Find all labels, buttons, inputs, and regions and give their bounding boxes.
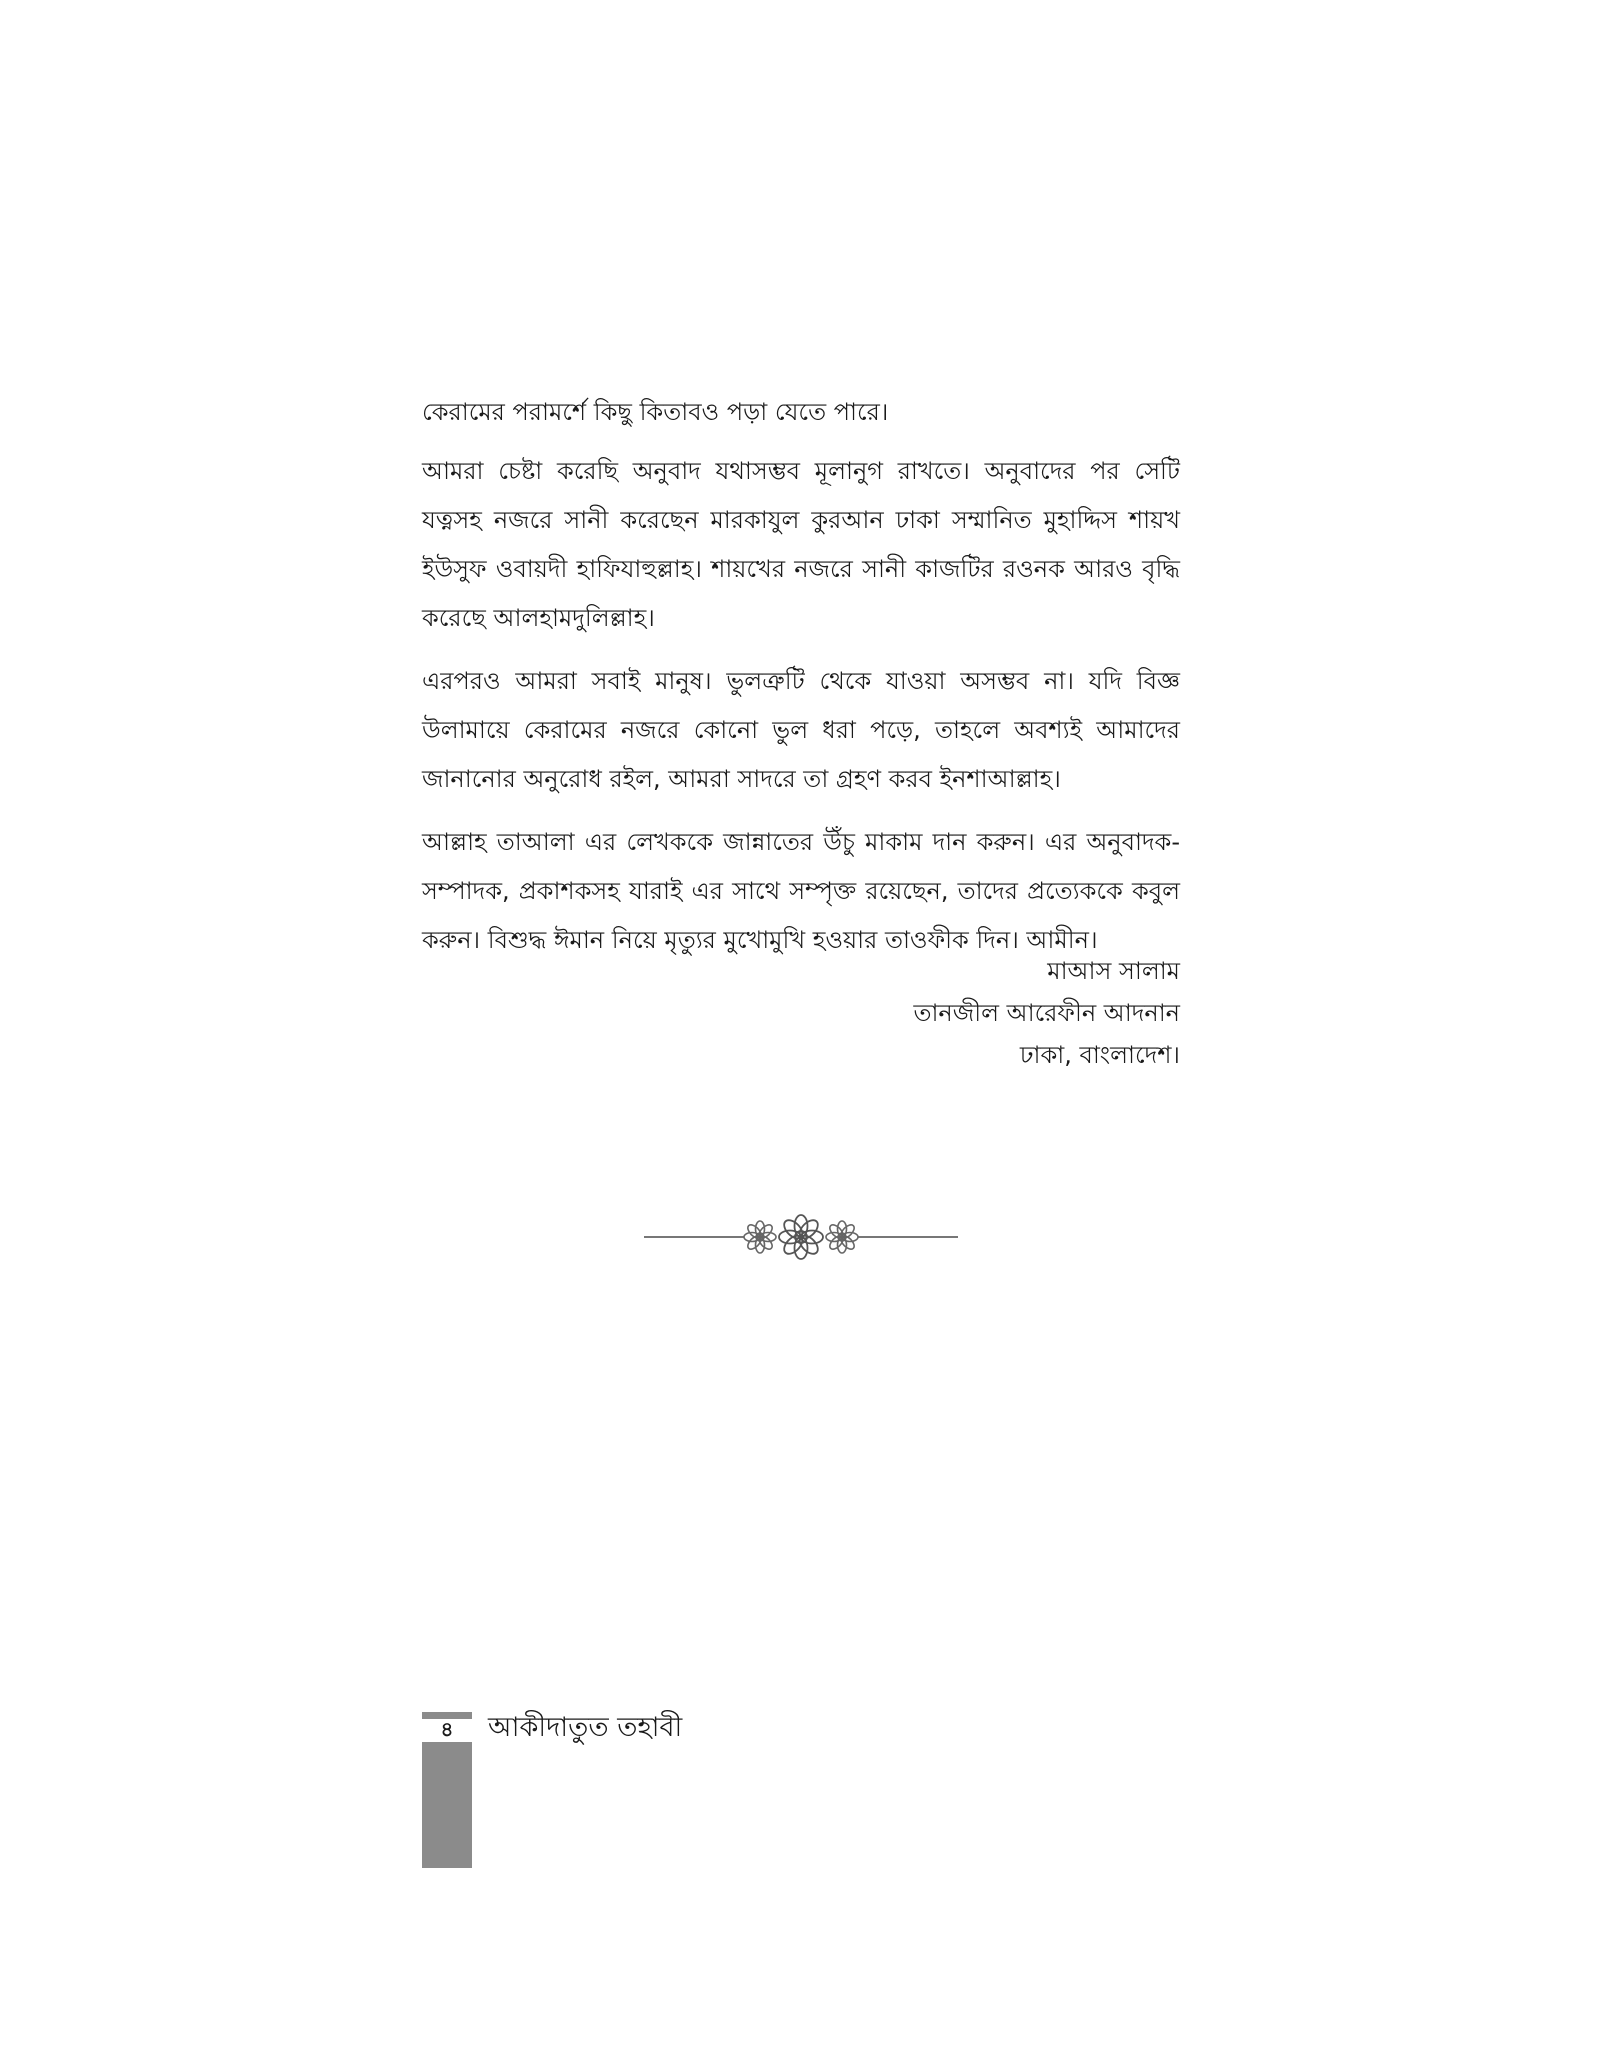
signature-greeting: মাআস সালাম [1047, 957, 1180, 985]
paragraph-2: আমরা চেষ্টা করেছি অনুবাদ যথাসম্ভব মূলানুগ রাখতে। অনুবাদের পর সেটি যত্নসহ নজরে সানী করেছেন মারকাযুল কুরআন ঢাকা সম্মানিত মুহাদ্দিস শায়খ ইউসুফ ওবায়দী হাফিযাহুল্লাহ। শায়খের নজরে সানী কাজটির রওনক আরও বৃদ্ধি করেছে আলহামদুলিল্লাহ। [422, 457, 1180, 632]
paragraph-3: এরপরও আমরা সবাই মানুষ। ভুলত্রুটি থেকে যাওয়া অসম্ভব না। যদি বিজ্ঞ উলামায়ে কেরামের নজরে কোনো ভুল ধরা পড়ে, তাহলে অবশ্যই আমাদের জানানোর অনুরোধ রইল, আমরা সাদরে তা গ্রহণ করব ইনশাআল্লাহ। [422, 667, 1180, 793]
signature-name: তানজীল আরেফীন আদনান [913, 999, 1180, 1027]
signature-block [913, 950, 1180, 1076]
paragraph-4: আল্লাহ তাআলা এর লেখককে জান্নাতের উঁচু মাকাম দান করুন। এর অনুবাদক-সম্পাদক, প্রকাশকসহ যারাই এর সাথে সম্পৃক্ত রয়েছেন, তাদের প্রত্যেককে কবুল করুন। বিশুদ্ধ ঈমান নিয়ে মৃত্যুর মুখোমুখি হওয়ার তাওফীক দিন। আমীন। [422, 828, 1180, 954]
flower-ornament-icon [644, 1214, 958, 1260]
footer-bar [422, 1742, 472, 1868]
signature-place: ঢাকা, বাংলাদেশ। [1019, 1041, 1180, 1069]
page-number: ৪ [440, 1717, 454, 1741]
body-text [422, 388, 1180, 979]
running-title: আকীদাতুত তহাবী [488, 1712, 683, 1743]
paragraph-1: কেরামের পরামর্শে কিছু কিতাবও পড়া যেতে পারে। [422, 398, 889, 426]
